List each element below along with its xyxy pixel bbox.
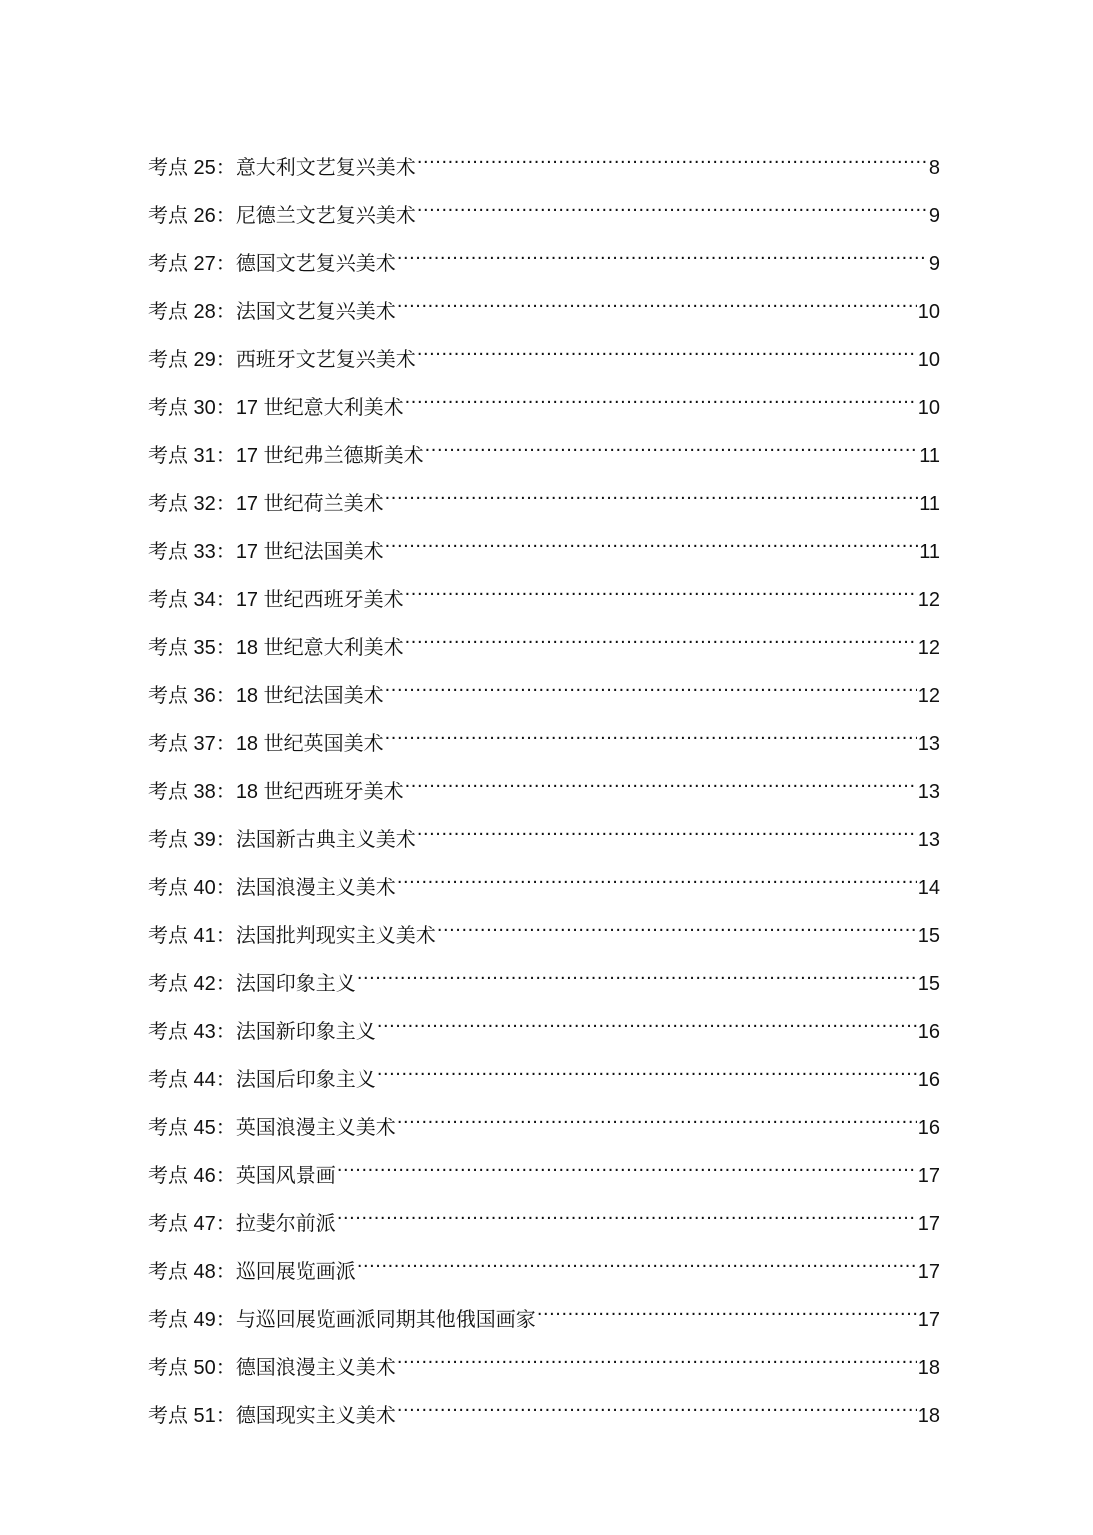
toc-entry[interactable] — [148, 814, 940, 862]
toc-entry-page-number: 10 — [917, 301, 940, 323]
toc-dot-leader — [377, 1054, 917, 1086]
toc-entry-number: 考点 45： — [148, 1117, 236, 1139]
toc-entry-title: 法国新古典主义美术 — [235, 829, 416, 851]
toc-entry-page-number: 12 — [917, 589, 940, 611]
toc-entry[interactable] — [148, 1342, 940, 1390]
toc-dot-leader — [357, 958, 917, 990]
toc-dot-leader — [417, 190, 928, 222]
toc-entry-number: 考点 32： — [148, 493, 236, 515]
toc-entry[interactable] — [148, 1246, 940, 1294]
toc-entry-number: 考点 30： — [148, 397, 236, 419]
toc-dot-leader — [417, 814, 917, 846]
toc-entry-page-number: 18 — [917, 1405, 940, 1427]
toc-entry-title: 英国浪漫主义美术 — [235, 1117, 396, 1139]
toc-dot-leader — [397, 1342, 917, 1374]
toc-dot-leader — [425, 430, 919, 462]
toc-entry-number: 考点 42： — [148, 973, 236, 995]
toc-entry[interactable] — [148, 1390, 940, 1438]
toc-entry-number: 考点 26： — [148, 205, 236, 227]
toc-entry-title: 意大利文艺复兴美术 — [235, 157, 416, 179]
table-of-contents — [148, 142, 940, 1438]
toc-entry-page-number: 12 — [917, 685, 940, 707]
toc-entry-title: 17 世纪意大利美术 — [235, 397, 404, 419]
toc-entry-title: 18 世纪英国美术 — [235, 733, 384, 755]
toc-entry-page-number: 16 — [917, 1069, 940, 1091]
toc-entry-page-number: 16 — [917, 1021, 940, 1043]
toc-entry-title: 17 世纪弗兰德斯美术 — [235, 445, 424, 467]
toc-entry-title: 尼德兰文艺复兴美术 — [235, 205, 416, 227]
toc-entry[interactable] — [148, 958, 940, 1006]
toc-entry-title: 英国风景画 — [235, 1165, 336, 1187]
toc-dot-leader — [405, 622, 917, 654]
toc-dot-leader — [437, 910, 917, 942]
toc-entry-number: 考点 36： — [148, 685, 236, 707]
toc-entry[interactable] — [148, 286, 940, 334]
toc-entry[interactable] — [148, 766, 940, 814]
toc-entry-number: 考点 29： — [148, 349, 236, 371]
toc-dot-leader — [417, 334, 917, 366]
toc-entry[interactable] — [148, 622, 940, 670]
toc-entry[interactable] — [148, 382, 940, 430]
toc-entry[interactable] — [148, 430, 940, 478]
toc-entry[interactable] — [148, 190, 940, 238]
toc-entry[interactable] — [148, 478, 940, 526]
toc-entry-page-number: 11 — [919, 445, 940, 467]
toc-entry-number: 考点 48： — [148, 1261, 236, 1283]
toc-entry[interactable] — [148, 574, 940, 622]
toc-dot-leader — [385, 478, 919, 510]
toc-dot-leader — [385, 718, 917, 750]
toc-dot-leader — [377, 1006, 917, 1038]
toc-entry-number: 考点 47： — [148, 1213, 236, 1235]
toc-entry-title: 德国浪漫主义美术 — [235, 1357, 396, 1379]
toc-entry-number: 考点 33： — [148, 541, 236, 563]
toc-dot-leader — [337, 1150, 917, 1182]
toc-entry-number: 考点 34： — [148, 589, 236, 611]
toc-entry-page-number: 15 — [917, 925, 940, 947]
toc-entry-page-number: 12 — [917, 637, 940, 659]
toc-entry-number: 考点 51： — [148, 1405, 236, 1427]
toc-entry-number: 考点 50： — [148, 1357, 236, 1379]
toc-entry[interactable] — [148, 238, 940, 286]
toc-entry-page-number: 17 — [917, 1213, 940, 1235]
toc-dot-leader — [397, 1102, 917, 1134]
toc-dot-leader — [397, 238, 928, 270]
toc-dot-leader — [385, 526, 919, 558]
toc-entry-number: 考点 31： — [148, 445, 236, 467]
toc-entry-number: 考点 43： — [148, 1021, 236, 1043]
toc-entry-number: 考点 39： — [148, 829, 236, 851]
toc-dot-leader — [385, 670, 917, 702]
toc-dot-leader — [357, 1246, 917, 1278]
toc-entry[interactable] — [148, 670, 940, 718]
toc-dot-leader — [405, 574, 917, 606]
toc-dot-leader — [397, 1390, 917, 1422]
toc-dot-leader — [417, 142, 928, 174]
toc-entry[interactable] — [148, 910, 940, 958]
toc-entry[interactable] — [148, 526, 940, 574]
toc-entry-title: 法国后印象主义 — [235, 1069, 376, 1091]
toc-entry[interactable] — [148, 1150, 940, 1198]
toc-entry[interactable] — [148, 334, 940, 382]
toc-entry-number: 考点 27： — [148, 253, 236, 275]
toc-entry-page-number: 18 — [917, 1357, 940, 1379]
toc-entry-title: 法国浪漫主义美术 — [235, 877, 396, 899]
toc-entry-number: 考点 38： — [148, 781, 236, 803]
toc-entry[interactable] — [148, 1102, 940, 1150]
toc-entry-page-number: 10 — [917, 349, 940, 371]
toc-entry-title: 法国印象主义 — [235, 973, 356, 995]
toc-entry-page-number: 16 — [917, 1117, 940, 1139]
toc-entry-title: 18 世纪意大利美术 — [235, 637, 404, 659]
toc-entry-title: 德国文艺复兴美术 — [235, 253, 396, 275]
toc-entry-number: 考点 41： — [148, 925, 236, 947]
toc-entry-page-number: 10 — [917, 397, 940, 419]
toc-entry-page-number: 14 — [917, 877, 940, 899]
toc-entry[interactable] — [148, 142, 940, 190]
toc-entry[interactable] — [148, 1006, 940, 1054]
toc-entry-page-number: 11 — [919, 493, 940, 515]
toc-entry-number: 考点 44： — [148, 1069, 236, 1091]
toc-entry-page-number: 9 — [928, 205, 940, 227]
toc-entry[interactable] — [148, 1054, 940, 1102]
toc-dot-leader — [397, 862, 917, 894]
toc-entry-title: 17 世纪法国美术 — [235, 541, 384, 563]
toc-entry-page-number: 11 — [919, 541, 940, 563]
toc-entry-page-number: 15 — [917, 973, 940, 995]
toc-entry-page-number: 13 — [917, 781, 940, 803]
toc-entry-page-number: 13 — [917, 733, 940, 755]
toc-entry-title: 18 世纪西班牙美术 — [235, 781, 404, 803]
toc-entry-title: 17 世纪荷兰美术 — [235, 493, 384, 515]
toc-entry-title: 德国现实主义美术 — [235, 1405, 396, 1427]
toc-dot-leader — [537, 1294, 917, 1326]
toc-entry-title: 法国批判现实主义美术 — [235, 925, 436, 947]
toc-entry-number: 考点 49： — [148, 1309, 236, 1331]
toc-entry[interactable] — [148, 718, 940, 766]
toc-entry-number: 考点 28： — [148, 301, 236, 323]
toc-dot-leader — [405, 766, 917, 798]
toc-entry-number: 考点 46： — [148, 1165, 236, 1187]
toc-entry-number: 考点 37： — [148, 733, 236, 755]
toc-entry[interactable] — [148, 1294, 940, 1342]
toc-entry-title: 与巡回展览画派同期其他俄国画家 — [235, 1309, 536, 1331]
toc-entry-page-number: 17 — [917, 1261, 940, 1283]
toc-entry-page-number: 9 — [928, 253, 940, 275]
toc-entry-number: 考点 35： — [148, 637, 236, 659]
toc-entry-page-number: 17 — [917, 1165, 940, 1187]
toc-entry-number: 考点 25： — [148, 157, 236, 179]
toc-entry-page-number: 17 — [917, 1309, 940, 1331]
toc-entry-title: 拉斐尔前派 — [235, 1213, 336, 1235]
toc-entry-title: 法国新印象主义 — [235, 1021, 376, 1043]
toc-entry-title: 西班牙文艺复兴美术 — [235, 349, 416, 371]
toc-entry-page-number: 13 — [917, 829, 940, 851]
toc-entry[interactable] — [148, 1198, 940, 1246]
toc-dot-leader — [405, 382, 917, 414]
toc-entry-title: 巡回展览画派 — [235, 1261, 356, 1283]
toc-entry-number: 考点 40： — [148, 877, 236, 899]
toc-dot-leader — [397, 286, 917, 318]
toc-entry-page-number: 8 — [928, 157, 940, 179]
toc-entry-title: 17 世纪西班牙美术 — [235, 589, 404, 611]
toc-entry-title: 18 世纪法国美术 — [235, 685, 384, 707]
toc-entry[interactable] — [148, 862, 940, 910]
toc-entry-title: 法国文艺复兴美术 — [235, 301, 396, 323]
toc-dot-leader — [337, 1198, 917, 1230]
